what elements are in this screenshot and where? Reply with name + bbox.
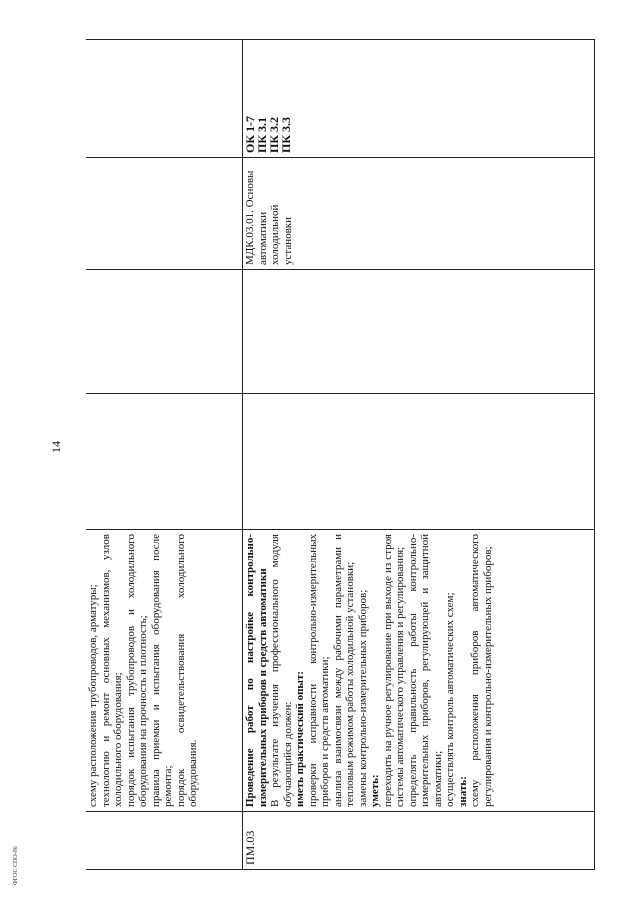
competency-cell <box>243 40 595 158</box>
requirement-line: порядок испытания трубопроводов и холодильного оборудования на прочность и плотность; <box>124 534 149 807</box>
skill-item: переходить на ручное регулирование при выходе из строя системы автоматического управления и регулирования; <box>381 534 406 807</box>
page-number: 14 <box>49 441 63 453</box>
competency-table <box>86 39 595 870</box>
skill-item: определять правильность работы контрольно-измерительных приборов, регулирующей и защитной автоматики; <box>406 534 444 807</box>
skill-item: осуществлять контроль автоматических схем; <box>444 592 456 807</box>
requirements-cell <box>86 530 243 812</box>
experience-item: анализа взаимосвязи между рабочими параметрами и тепловым режимом работы холодильной установки; <box>331 534 356 807</box>
mdk-cell <box>243 158 595 270</box>
module-title: Проведение работ по настройке контрольно-измерительных приборов и средств автоматики <box>244 534 269 807</box>
experience-item: замены контрольно-измерительных приборов; <box>356 589 369 807</box>
experience-item: проверки исправности контрольно-измерительных приборов и средств автоматики; <box>306 534 331 807</box>
hours-cell <box>86 394 243 530</box>
hours-cell <box>86 270 243 394</box>
hours-cell <box>243 270 595 394</box>
skills-label: уметь: <box>369 774 381 807</box>
requirement-line: технологию и ремонт основных механизмов, узлов холодильного оборудования; <box>99 534 124 807</box>
footer-code: ФГОС СПО-06 <box>13 846 19 885</box>
experience-label: иметь практический опыт: <box>294 670 306 807</box>
table-row <box>86 40 243 870</box>
competency-code: ОК 1-7 <box>243 115 257 153</box>
knowledge-label: знать: <box>456 776 469 807</box>
mdk-cell <box>86 158 243 270</box>
module-code-cell <box>86 812 243 870</box>
module-code: ПМ.03 <box>243 830 257 865</box>
competency-code: ПК 3.1 <box>255 116 269 153</box>
requirement-line: порядок освидетельствования холодильного оборудования. <box>174 534 199 807</box>
competency-cell <box>86 40 243 158</box>
table-row <box>243 40 595 870</box>
competency-code: ПК 3.2 <box>267 116 281 153</box>
requirement-line: правила приемки и испытания оборудования после ремонта; <box>149 534 174 807</box>
module-intro: В результате изучения профессионального модуля обучающийся должен: <box>269 534 294 807</box>
knowledge-item: схему расположения приборов автоматического регулирования и контрольно-измерительных приборов; <box>469 534 494 807</box>
hours-cell <box>243 394 595 530</box>
requirements-cell <box>243 530 595 812</box>
rotated-table-wrapper <box>86 40 591 870</box>
requirement-line: схему расположения трубопроводов, арматуры; <box>87 584 99 807</box>
mdk-name: МДК.03.01. Основы автоматики холодильной установки <box>244 170 294 265</box>
competency-code: ПК 3.3 <box>279 116 293 153</box>
module-code-cell <box>243 812 595 870</box>
